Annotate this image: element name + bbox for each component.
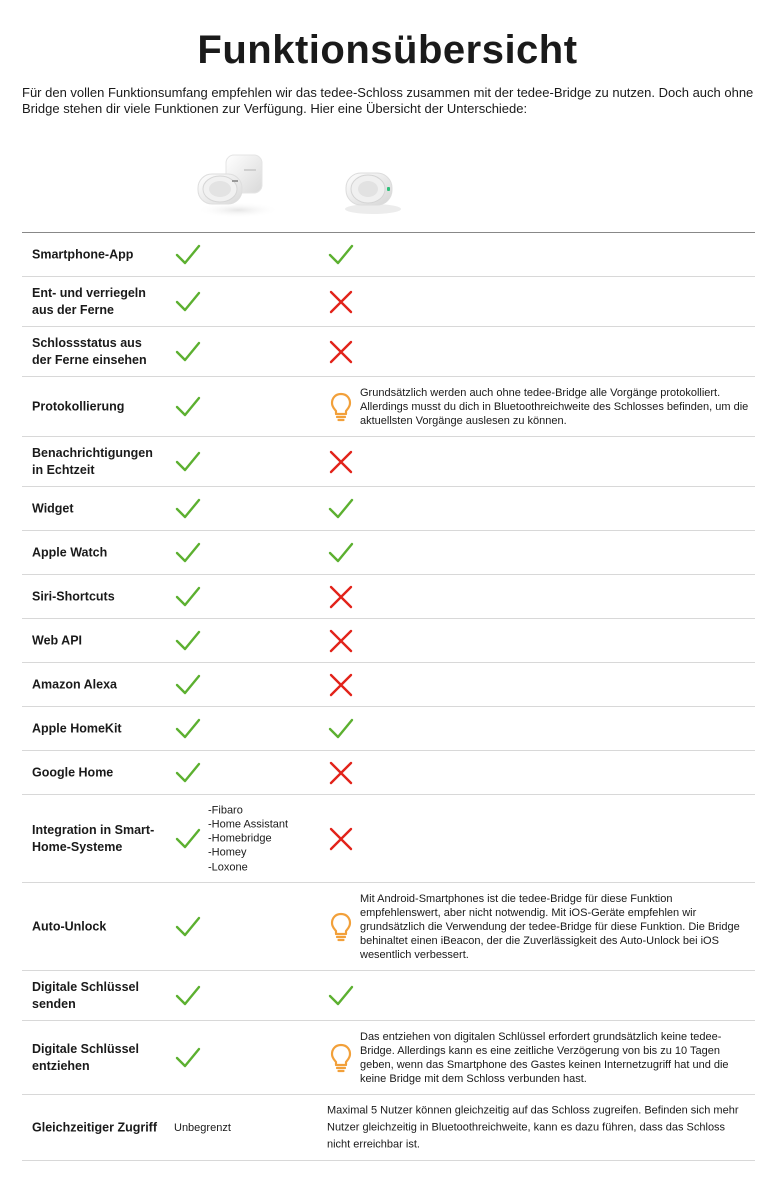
list-item: -Home Assistant [208,818,289,831]
feature-label: Auto-Unlock [32,919,107,933]
lightbulb-icon [330,1043,352,1073]
check-icon [175,983,201,1009]
cross-icon [328,760,354,786]
check-icon [175,914,201,940]
feature-label: Web API [32,633,83,647]
feature-label: Smartphone-App [32,247,134,261]
cross-icon [328,672,354,698]
table-row [22,233,755,277]
note-text: Mit Android-Smartphones ist die tedee-Bridge für diese Funktion empfehlenswert, aber nicht notwendig. Mit iOS-Geräte empfehlen wir grundsätzlich die Verwendung der tedee-Bridge für diese Funktion. Die Bridge behinaltet einen iBeacon, der die Zuverlässigkeit des Auto-Unlock bei iOS wesentlich verbessert. [360,892,740,961]
check-icon [175,1045,201,1071]
feature-label: Siri-Shortcuts [32,589,115,603]
lock-only-image [340,165,410,215]
table-row [22,751,755,795]
feature-label: Amazon Alexa [32,677,117,691]
table-row [22,487,755,531]
feature-label: Google Home [32,765,114,779]
list-item: -Fibaro [208,803,243,816]
check-icon [175,449,201,475]
check-icon [175,242,201,268]
check-icon [175,628,201,654]
cross-icon [328,449,354,475]
with-bridge-value: Unbegrenzt [174,1121,231,1134]
check-icon [328,716,354,742]
check-icon [175,394,201,420]
table-row [22,327,755,377]
without-bridge-value: Maximal 5 Nutzer können gleichzeitig auf das Schloss zugreifen. Befinden sich mehr Nutzer gleichzeitig in Bluetoothreichweite, kann es dazu führen, dass das Schloss nicht erreichbar ist. [327,1104,739,1150]
cross-icon [328,289,354,315]
feature-label: Apple Watch [32,545,108,559]
smart-home-systems-list [208,803,288,874]
page-title: Funktionsübersicht [197,28,578,72]
check-icon [175,826,201,852]
table-row [22,377,755,437]
table-row [22,663,755,707]
note-text: Das entziehen von digitalen Schlüssel erfordert grundsätzlich keine tedee-Bridge. Allerdings kann es eine zeitliche Verzögerung von bis zu 10 Tagen geben, wenn das Smartphone des Gastes keinen Internetzugriff hat und die keine Bridge mit dem Schloss verbunden hast. [360,1030,729,1085]
feature-label: Benachrichtigungen in Echtzeit [32,445,153,477]
list-item: -Homey [208,846,247,859]
check-icon [328,242,354,268]
table-row [22,883,755,971]
list-item: -Homebridge [208,832,272,845]
feature-label: Digitale Schlüssel entziehen [32,1041,139,1073]
table-row [22,1021,755,1095]
table-row [22,971,755,1021]
check-icon [328,983,354,1009]
check-icon [175,496,201,522]
check-icon [175,760,201,786]
feature-label: Gleichzeitiger Zugriff [32,1120,158,1134]
check-icon [175,672,201,698]
check-icon [175,339,201,365]
table-row [22,795,755,883]
check-icon [328,496,354,522]
check-icon [328,540,354,566]
feature-label: Apple HomeKit [32,721,122,735]
table-row [22,437,755,487]
cross-icon [328,584,354,610]
note-text: Grundsätzlich werden auch ohne tedee-Bridge alle Vorgänge protokolliert. Allerdings musst du dich in Bluetoothreichweite des Schlosses befinden, um die aktuellsten Vorgänge auslesen zu können. [360,386,749,427]
table-row [22,277,755,327]
feature-label: Widget [32,501,74,515]
table-row [22,531,755,575]
lightbulb-icon [330,392,352,422]
check-icon [175,540,201,566]
table-row [22,707,755,751]
check-icon [175,289,201,315]
cross-icon [328,339,354,365]
feature-label: Integration in Smart-Home-Systeme [32,822,155,854]
table-row [22,1095,755,1161]
table-row [22,575,755,619]
lightbulb-icon [330,912,352,942]
lock-with-bridge-image [190,150,290,220]
cross-icon [328,628,354,654]
feature-label: Digitale Schlüssel senden [32,979,139,1011]
check-icon [175,716,201,742]
feature-label: Ent- und verriegeln aus der Ferne [32,285,146,317]
cross-icon [328,826,354,852]
check-icon [175,584,201,610]
feature-label: Schlossstatus aus der Ferne einsehen [32,335,147,367]
list-item: -Loxone [208,860,248,873]
intro-text: Für den vollen Funktionsumfang empfehlen wir das tedee-Schloss zusammen mit der tedee-Bridge zu nutzen. Doch auch ohne Bridge stehen dir viele Funktionen zur Verfügung. Hier eine Übersicht der Unterschiede: [22,85,754,116]
feature-label: Protokollierung [32,399,125,413]
comparison-table [22,232,755,1161]
table-row [22,619,755,663]
